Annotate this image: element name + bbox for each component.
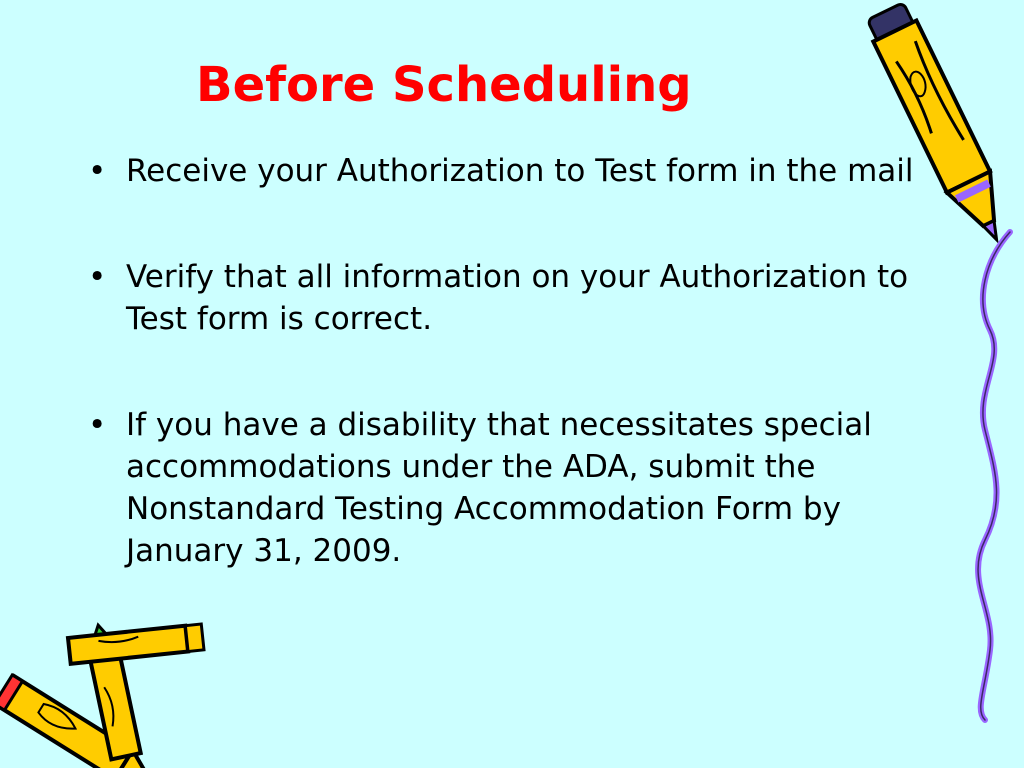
slide-title: Before Scheduling — [196, 57, 692, 113]
bullet-text: Receive your Authorization to Test form in the mail — [126, 153, 914, 189]
bullet-text: Verify that all information on your Authorization to Test form is correct. — [126, 259, 909, 337]
bullet-marker: • — [88, 259, 107, 295]
bullet-marker: • — [88, 153, 107, 189]
bullet-marker: • — [88, 407, 107, 443]
bullet-text: If you have a disability that necessitates special accommodations under the ADA, submit the Nonstandard Testing Accommodation Form by January 31, 2009. — [126, 407, 872, 569]
